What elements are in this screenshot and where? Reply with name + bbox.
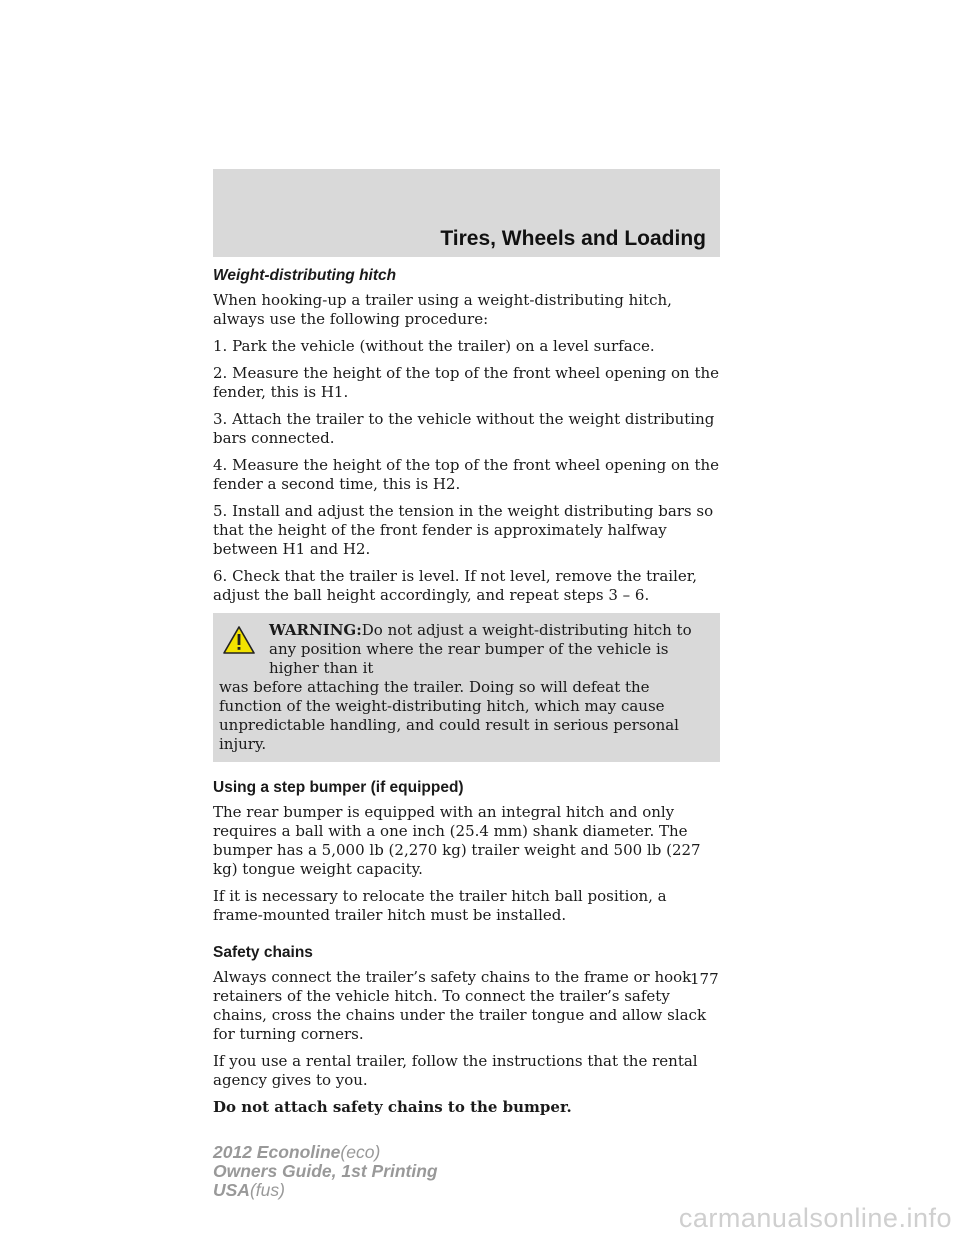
warning-first-lines <box>219 621 714 678</box>
footer-market-code: (fus) <box>249 1180 285 1200</box>
intro-paragraph: When hooking-up a trailer using a weight-distributing hitch, always use the following procedure: <box>213 291 672 328</box>
warning-label: WARNING: <box>269 621 362 639</box>
footer-line-1 <box>213 1143 438 1162</box>
step-3: 3. Attach the trailer to the vehicle without the weight distributing bars connected. <box>213 410 715 447</box>
step-2: 2. Measure the height of the top of the front wheel opening on the fender, this is H1. <box>213 364 720 401</box>
step-bumper-paragraph-2: If it is necessary to relocate the trailer hitch ball position, a frame-mounted trailer hitch must be installed. <box>213 887 667 924</box>
page-content <box>213 266 720 1125</box>
step-4: 4. Measure the height of the top of the front wheel opening on the fender a second time, this is H2. <box>213 456 720 493</box>
section-heading-safety-chains: Safety chains <box>213 944 313 961</box>
watermark-text: carmanualsonline.info <box>678 1203 952 1233</box>
safety-chains-paragraph-2: If you use a rental trailer, follow the instructions that the rental agency gives to you. <box>213 1052 698 1089</box>
footer-model-code: (eco) <box>340 1142 381 1162</box>
warning-triangle-icon <box>222 625 256 655</box>
page-number: 177 <box>690 970 719 988</box>
section-heading-weight-distributing-hitch: Weight-distributing hitch <box>213 267 397 284</box>
footer-line-2: Owners Guide, 1st Printing <box>213 1161 438 1181</box>
warning-text-first: Do not adjust a weight-distributing hitch to any position where the rear bumper of the vehicle is higher than it <box>269 621 692 677</box>
chapter-header <box>213 169 720 257</box>
step-1: 1. Park the vehicle (without the trailer) on a level surface. <box>213 337 655 355</box>
step-bumper-paragraph-1: The rear bumper is equipped with an integral hitch and only requires a ball with a one inch (25.4 mm) shank diameter. The bumper has a 5,000 lb (2,270 kg) trailer weight and 500 lb (227 kg) tongue weight capacity. <box>213 803 701 878</box>
safety-chains-bold-note: Do not attach safety chains to the bumper. <box>213 1098 572 1116</box>
section-heading-step-bumper: Using a step bumper (if equipped) <box>213 779 464 796</box>
footer-line-3 <box>213 1181 438 1200</box>
step-5: 5. Install and adjust the tension in the weight distributing bars so that the height of the front fender is approximately halfway between H1 and H2. <box>213 502 714 558</box>
safety-chains-paragraph-1: Always connect the trailer’s safety chains to the frame or hook retainers of the vehicle hitch. To connect the trailer’s safety chains, cross the chains under the trailer tongue and allow slack for turning corners. <box>213 968 707 1043</box>
warning-box <box>213 613 720 762</box>
chapter-title: Tires, Wheels and Loading <box>440 227 706 250</box>
step-6: 6. Check that the trailer is level. If not level, remove the trailer, adjust the ball height accordingly, and repeat steps 3 – 6. <box>213 567 698 604</box>
footer-model: 2012 Econoline <box>213 1142 341 1162</box>
footer-edition-info <box>213 1143 438 1200</box>
warning-text-rest: was before attaching the trailer. Doing so will defeat the function of the weight-distributing hitch, which may cause unpredictable handling, and could result in serious personal injury. <box>219 678 679 753</box>
footer-market: USA <box>213 1180 250 1200</box>
